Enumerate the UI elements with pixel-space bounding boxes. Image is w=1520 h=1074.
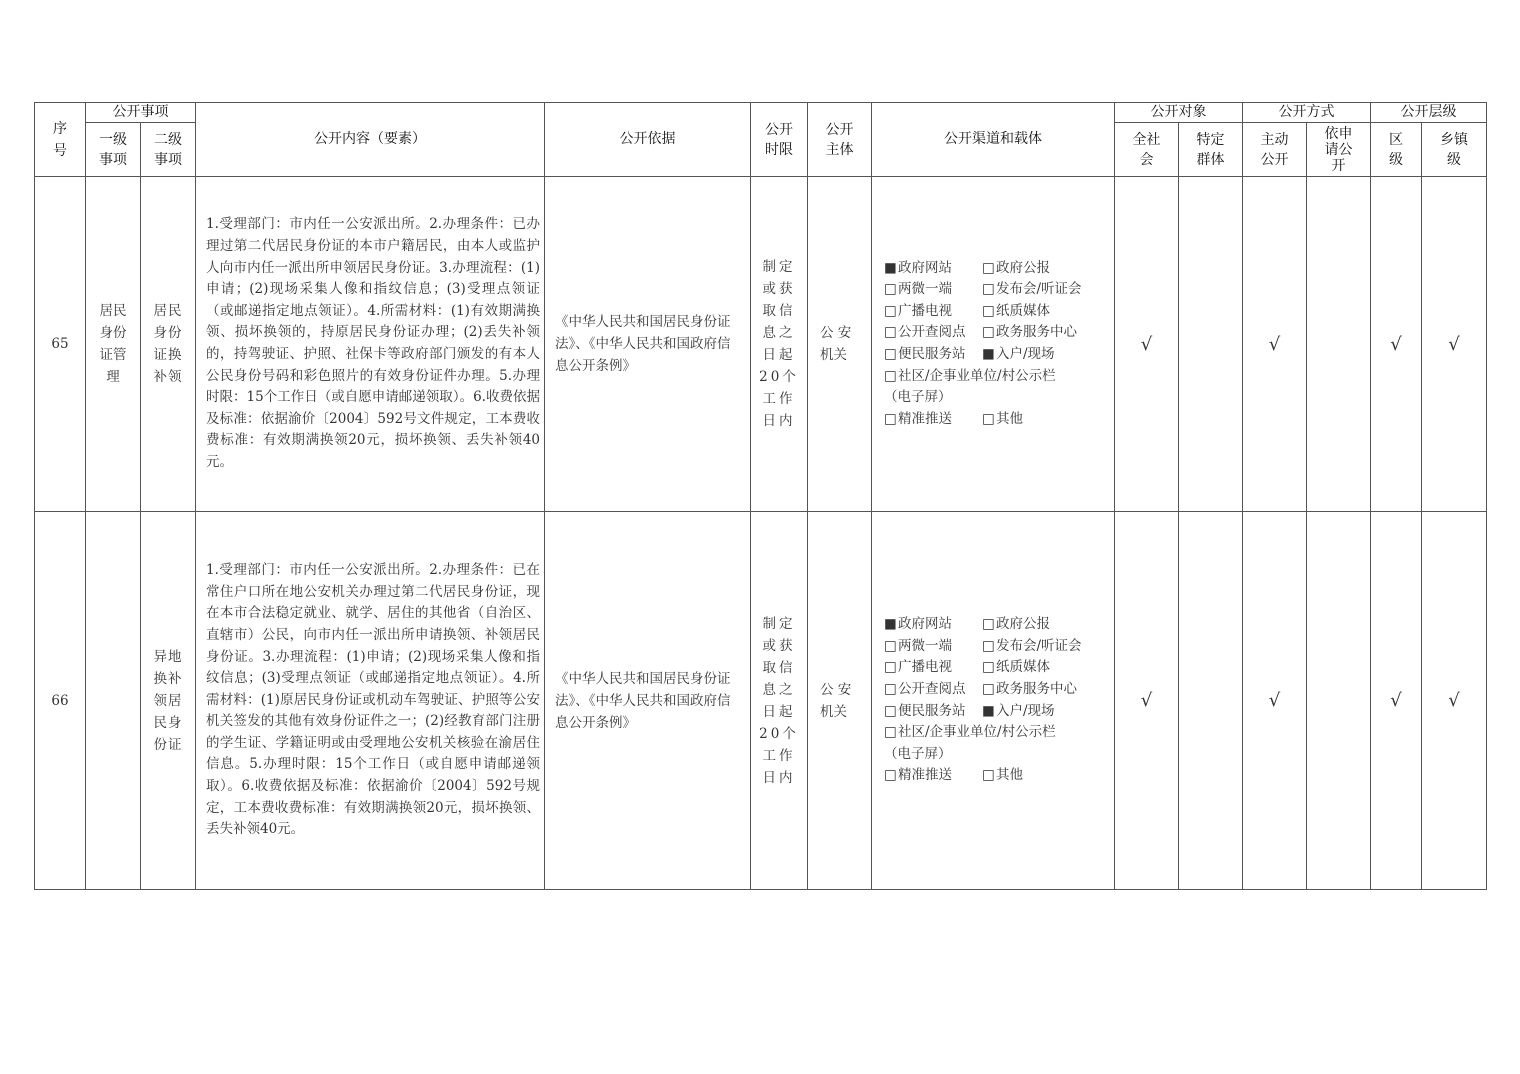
channel-line: [884, 636, 1114, 658]
channel-option: [982, 409, 1023, 431]
channel-label: （电子屏）: [884, 389, 952, 406]
unchecked-box-icon: □: [884, 410, 897, 427]
unchecked-box-icon: □: [982, 410, 995, 427]
channel-line: [884, 614, 1114, 636]
header-method-active: 主动公开: [1243, 123, 1307, 177]
channel-option: [884, 279, 982, 301]
row-level2: 居民身份证换补领: [141, 177, 196, 512]
row-seq: 65: [35, 177, 86, 512]
channel-label: 便民服务站: [898, 346, 966, 362]
unchecked-box-icon: □: [884, 346, 897, 362]
channel-line: [884, 722, 1114, 744]
header-level2: 二级事项: [141, 123, 196, 177]
header-method-group: 公开方式: [1243, 103, 1371, 123]
disclosure-table: [34, 102, 1487, 890]
channel-label: 社区/企事业单位/村公示栏: [898, 724, 1056, 741]
channel-label: 发布会/听证会: [996, 637, 1082, 654]
channel-line: [884, 344, 1114, 366]
unchecked-box-icon: □: [884, 724, 897, 741]
header-items-group: 公开事项: [86, 103, 196, 123]
channel-line: [884, 258, 1114, 280]
checked-box-icon: ■: [982, 702, 995, 719]
row-channels: [872, 512, 1115, 890]
channel-line: [884, 409, 1114, 431]
row-channels: [872, 177, 1115, 512]
row-basis: 《中华人民共和国居民身份证法》、《中华人民共和国政府信息公开条例》: [545, 512, 751, 890]
channel-line: [884, 322, 1114, 344]
row-method-apply: [1307, 177, 1371, 512]
header-target-group: 公开对象: [1115, 103, 1243, 123]
channel-label: （电子屏）: [884, 745, 952, 762]
unchecked-box-icon: □: [884, 680, 897, 697]
row-method-apply: [1307, 512, 1371, 890]
channel-label: 纸质媒体: [996, 659, 1050, 676]
unchecked-box-icon: □: [884, 702, 897, 719]
row-time-limit: 制定或获取信息之日起20个工作日内: [751, 512, 808, 890]
unchecked-box-icon: □: [982, 659, 995, 676]
channel-label: 两微一端: [898, 637, 952, 654]
channel-option: [884, 679, 982, 701]
row-target-specific: [1179, 512, 1243, 890]
channel-option: [884, 301, 982, 323]
header-seq: 序号: [35, 103, 86, 177]
channel-label: 便民服务站: [898, 702, 966, 719]
channel-label: 发布会/听证会: [996, 281, 1082, 298]
channel-label: 广播电视: [898, 302, 952, 319]
channel-option: [884, 366, 1056, 388]
row-subject: 公 安 机关: [808, 512, 872, 890]
row-target-all: √: [1115, 177, 1179, 512]
checked-box-icon: ■: [982, 346, 995, 362]
channel-line: [884, 387, 1114, 409]
channel-option: [884, 765, 982, 787]
channel-line: [884, 679, 1114, 701]
channel-option: [982, 636, 1082, 658]
channel-line: [884, 279, 1114, 301]
row-level-district: √: [1371, 177, 1422, 512]
channel-label: 入户/现场: [996, 702, 1055, 719]
channel-label: 政府网站: [898, 259, 952, 276]
channel-line: [884, 765, 1114, 787]
unchecked-box-icon: □: [982, 324, 995, 341]
checked-box-icon: ■: [884, 616, 897, 633]
header-channels: 公开渠道和载体: [872, 103, 1115, 177]
channel-option: [884, 614, 982, 636]
channel-line: [884, 366, 1114, 388]
unchecked-box-icon: □: [982, 637, 995, 654]
header-basis: 公开依据: [545, 103, 751, 177]
header-target-specific: 特定群体: [1179, 123, 1243, 177]
channel-option: [982, 679, 1077, 701]
channel-label: 其他: [996, 410, 1023, 427]
row-level-district: √: [1371, 512, 1422, 890]
row-level1: 居民身份证管理: [86, 177, 141, 512]
unchecked-box-icon: □: [884, 637, 897, 654]
channel-option: [982, 322, 1077, 344]
channel-label: 公开查阅点: [898, 680, 966, 697]
channel-option: [982, 258, 1050, 280]
channel-option: [982, 301, 1050, 323]
table-row: [35, 512, 1487, 890]
channel-option: [884, 387, 952, 409]
channel-option: [884, 657, 982, 679]
channel-label: 政务服务中心: [996, 680, 1077, 697]
table-row: [35, 177, 1487, 512]
row-time-limit: 制定或获取信息之日起20个工作日内: [751, 177, 808, 512]
channel-label: 纸质媒体: [996, 302, 1050, 319]
channel-line: [884, 301, 1114, 323]
channel-option: [982, 657, 1050, 679]
row-content: 1.受理部门：市内任一公安派出所。2.办理条件：已办理过第二代居民身份证的本市户籍居民，由本人或监护人向市内任一派出所申领居民身份证。3.办理流程：(1)申请；(2)现场采集人像和指纹信息；(3)受理点领证（或邮递指定地点领证）。4.所需材料：(1)有效期满换领、损坏换领的，持原居民身份证办理；(2)丢失补领的，持驾驶证、护照、社保卡等政府部门颁发的有本人公民身份号码和彩色照片的有效身份证件办理。5.办理时限：15个工作日（或自愿申请邮递领取）。6.收费依据及标准：依据渝价〔2004〕592号文件规定，工本费收费标准：有效期满换领20元，损坏换领、丢失补领40元。: [196, 177, 545, 512]
row-method-active: √: [1243, 512, 1307, 890]
unchecked-box-icon: □: [982, 302, 995, 319]
channel-label: 政府公报: [996, 259, 1050, 276]
channel-option: [982, 701, 1055, 723]
header-level1: 一级事项: [86, 123, 141, 177]
unchecked-box-icon: □: [982, 767, 995, 784]
unchecked-box-icon: □: [884, 281, 897, 298]
header-subject: 公开主体: [808, 103, 872, 177]
checked-box-icon: ■: [884, 259, 897, 276]
row-level-town: √: [1422, 177, 1487, 512]
header-target-all: 全社会: [1115, 123, 1179, 177]
unchecked-box-icon: □: [884, 367, 897, 384]
channel-label: 其他: [996, 767, 1023, 784]
channel-label: 社区/企事业单位/村公示栏: [898, 367, 1056, 384]
channel-option: [884, 344, 982, 366]
unchecked-box-icon: □: [982, 259, 995, 276]
channel-option: [884, 322, 982, 344]
channel-option: [884, 701, 982, 723]
channel-label: 两微一端: [898, 281, 952, 298]
unchecked-box-icon: □: [884, 324, 897, 341]
unchecked-box-icon: □: [982, 680, 995, 697]
channel-label: 政务服务中心: [996, 324, 1077, 341]
channel-option: [884, 636, 982, 658]
header-time-limit: 公开时限: [751, 103, 808, 177]
channel-label: 政府网站: [898, 616, 952, 633]
channel-label: 精准推送: [898, 767, 952, 784]
channel-line: [884, 701, 1114, 723]
channel-label: 入户/现场: [996, 346, 1055, 362]
row-target-all: √: [1115, 512, 1179, 890]
row-content: 1.受理部门：市内任一公安派出所。2.办理条件：已在常住户口所在地公安机关办理过第二代居民身份证，现在本市合法稳定就业、就学、居住的其他省（自治区、直辖市）公民，向市内任一派出所申请换领、补领居民身份证。3.办理流程：(1)申请；(2)现场采集人像和指纹信息；(3)受理点领证（或邮递指定地点领证）。4.所需材料：(1)原居民身份证或机动车驾驶证、护照等公安机关签发的其他有效身份证件之一；(2)经教育部门注册的学生证、学籍证明或由受理地公安机关核验在渝居住信息。5.办理时限：15个工作日（或自愿申请邮递领取）。6.收费依据及标准：依据渝价〔2004〕592号规定，工本费收费标准：有效期满换领20元，损坏换领、丢失补领40元。: [196, 512, 545, 890]
header-method-apply: 依申请公开: [1307, 123, 1371, 177]
channel-option: [884, 409, 982, 431]
channel-option: [982, 765, 1023, 787]
channel-line: [884, 657, 1114, 679]
unchecked-box-icon: □: [884, 767, 897, 784]
row-level-town: √: [1422, 512, 1487, 890]
row-target-specific: [1179, 177, 1243, 512]
channel-label: 政府公报: [996, 616, 1050, 633]
unchecked-box-icon: □: [884, 659, 897, 676]
header-level-town: 乡镇级: [1422, 123, 1487, 177]
channel-label: 广播电视: [898, 659, 952, 676]
unchecked-box-icon: □: [982, 616, 995, 633]
channel-label: 公开查阅点: [898, 324, 966, 341]
header-level-group: 公开层级: [1371, 103, 1487, 123]
channel-option: [884, 722, 1056, 744]
row-seq: 66: [35, 512, 86, 890]
channel-option: [884, 258, 982, 280]
row-subject: 公 安 机关: [808, 177, 872, 512]
row-level2: 异地换补领居民身份证: [141, 512, 196, 890]
channel-option: [884, 744, 952, 766]
row-level1: [86, 512, 141, 890]
header-level-district: 区级: [1371, 123, 1422, 177]
channel-option: [982, 344, 1055, 366]
row-basis: 《中华人民共和国居民身份证法》、《中华人民共和国政府信息公开条例》: [545, 177, 751, 512]
channel-option: [982, 279, 1082, 301]
unchecked-box-icon: □: [884, 302, 897, 319]
channel-line: [884, 744, 1114, 766]
header-content: 公开内容（要素）: [196, 103, 545, 177]
row-method-active: √: [1243, 177, 1307, 512]
channel-label: 精准推送: [898, 410, 952, 427]
unchecked-box-icon: □: [982, 281, 995, 298]
channel-option: [982, 614, 1050, 636]
